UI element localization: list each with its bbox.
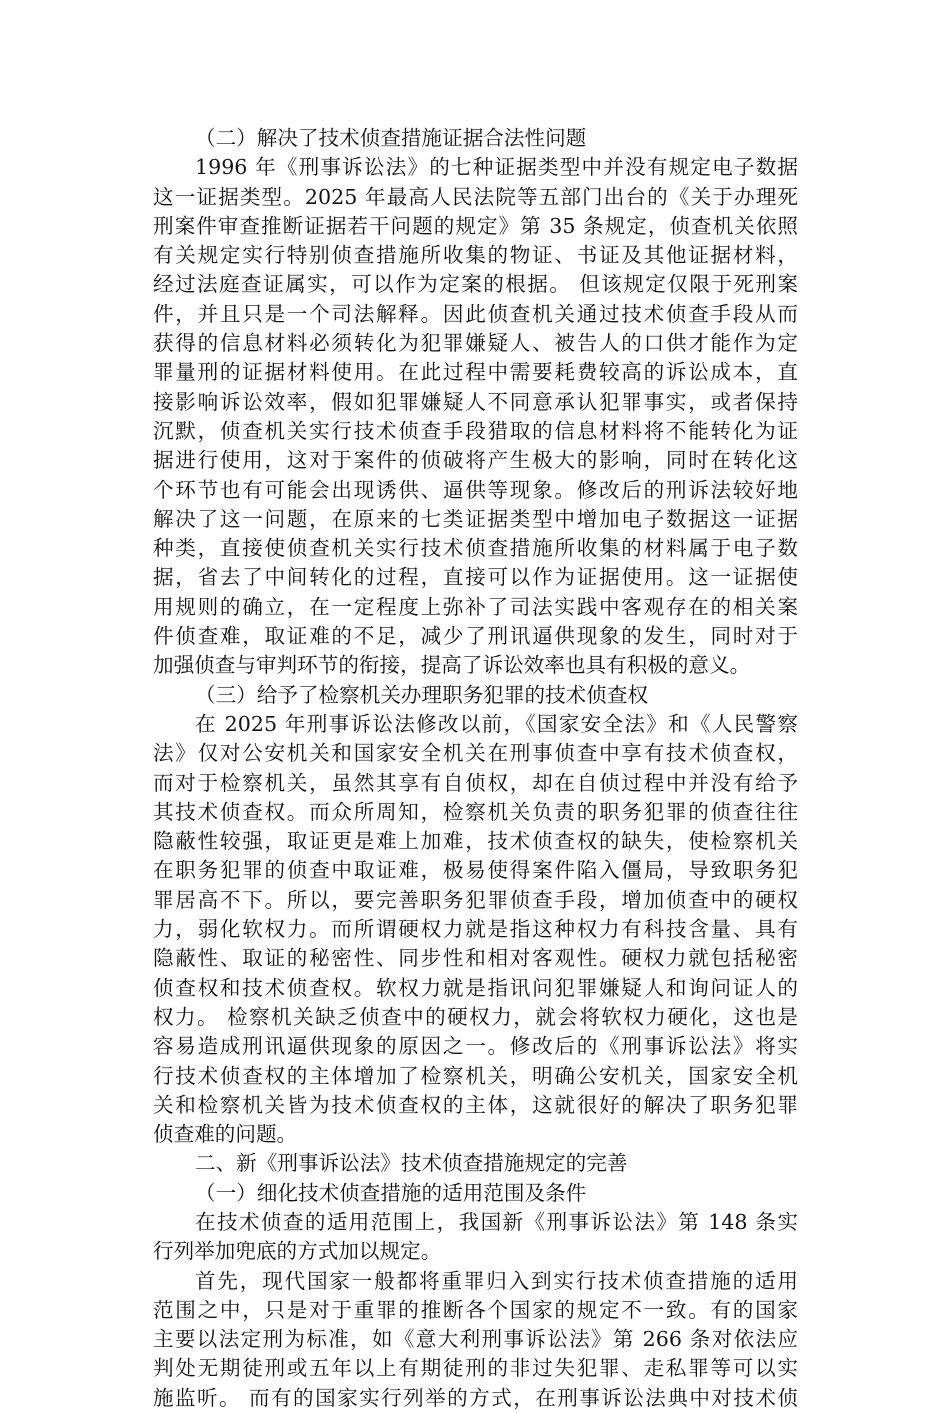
paragraph-line: 在 2025 年刑事诉讼法修改以前，《国家安全法》和《人民警察	[195, 711, 798, 736]
paragraph-line: 判处无期徒刑或五年以上有期徒刑的非过失犯罪、走私罪等可以实	[153, 1356, 798, 1381]
paragraph-line: 权力。 检察机关缺乏侦查中的硬权力，就会将软权力硬化，这也是	[153, 1004, 798, 1029]
paragraph-line: 隐蔽性较强，取证更是难上加难，技术侦查权的缺失，使检察机关	[153, 829, 798, 854]
section-heading: （二）解决了技术侦查措施证据合法性问题	[195, 126, 587, 150]
paragraph-line: 其技术侦查权。而众所周知，检察机关负责的职务犯罪的侦查往往	[153, 799, 798, 824]
paragraph-line: 种类，直接使侦查机关实行技术侦查措施所收集的材料属于电子数	[153, 536, 798, 561]
paragraph-line: 获得的信息材料必须转化为犯罪嫌疑人、被告人的口供才能作为定	[153, 331, 798, 356]
paragraph-line: 在技术侦查的适用范围上，我国新《刑事诉讼法》第 148 条实	[195, 1209, 798, 1234]
paragraph-line: 而对于检察机关，虽然其享有自侦权，却在自侦过程中并没有给予	[153, 770, 798, 795]
paragraph-line: 范围之中，只是对于重罪的推断各个国家的规定不一致。有的国家	[153, 1297, 798, 1322]
paragraph-line: 力，弱化软权力。而所谓硬权力就是指这种权力有科技含量、具有	[153, 917, 798, 942]
paragraph-line: 经过法庭查证属实，可以作为定案的根据。 但该规定仅限于死刑案	[153, 272, 798, 297]
section-heading: 二、新《刑事诉讼法》技术侦查措施规定的完善	[195, 1151, 628, 1176]
paragraph-line: 容易造成刑讯逼供现象的原因之一。修改后的《刑事诉讼法》将实	[153, 1034, 798, 1059]
paragraph-line: 加强侦查与审判环节的衔接，提高了诉讼效率也具有积极的意义。	[153, 653, 751, 678]
paragraph-line: 沉默，侦查机关实行技术侦查手段猎取的信息材料将不能转化为证	[153, 418, 798, 443]
paragraph-line: 法》仅对公安机关和国家安全机关在刑事侦查中享有技术侦查权，	[153, 741, 798, 766]
section-heading: （一）细化技术侦查措施的适用范围及条件	[195, 1180, 587, 1205]
paragraph-line: 用规则的确立，在一定程度上弥补了司法实践中客观存在的相关案	[153, 594, 798, 619]
paragraph-line: 接影响诉讼效率，假如犯罪嫌疑人不同意承认犯罪事实，或者保持	[153, 389, 798, 414]
section-heading: （三）给予了检察机关办理职务犯罪的技术侦查权	[195, 682, 649, 707]
paragraph-line: 主要以法定刑为标准，如《意大利刑事诉讼法》第 266 条对依法应	[153, 1327, 798, 1352]
paragraph-line: 这一证据类型。2025 年最高人民法院等五部门出台的《关于办理死	[153, 184, 798, 209]
document-body	[153, 124, 798, 1413]
paragraph-line: 1996 年《刑事诉讼法》的七种证据类型中并没有规定电子数据	[195, 155, 798, 180]
paragraph-line: 隐蔽性、取证的秘密性、同步性和相对客观性。硬权力就包括秘密	[153, 946, 798, 971]
paragraph-line: 关和检察机关皆为技术侦查权的主体，这就很好的解决了职务犯罪	[153, 1092, 798, 1117]
paragraph-line: 据进行使用，这对于案件的侦破将产生极大的影响，同时在转化这	[153, 448, 798, 473]
paragraph-line: 件，并且只是一个司法解释。因此侦查机关通过技术侦查手段从而	[153, 301, 798, 326]
paragraph-line: 行列举加兜底的方式加以规定。	[153, 1239, 442, 1264]
paragraph-line: 有关规定实行特别侦查措施所收集的物证、书证及其他证据材料，	[153, 243, 798, 268]
paragraph-line: 解决了这一问题，在原来的七类证据类型中增加电子数据这一证据	[153, 506, 798, 531]
paragraph-line: 侦查难的问题。	[153, 1122, 298, 1147]
paragraph-line: 个环节也有可能会出现诱供、逼供等现象。修改后的刑诉法较好地	[153, 477, 798, 502]
paragraph-line: 刑案件审查推断证据若干问题的规定》第 35 条规定，侦查机关依照	[153, 213, 798, 238]
paragraph-line: 在职务犯罪的侦查中取证难，极易使得案件陷入僵局，导致职务犯	[153, 858, 798, 883]
paragraph-line: 罪居高不下。所以，要完善职务犯罪侦查手段，增加侦查中的硬权	[153, 887, 798, 912]
paragraph-line: 罪量刑的证据材料使用。在此过程中需要耗费较高的诉讼成本，直	[153, 360, 798, 385]
paragraph-line: 行技术侦查权的主体增加了检察机关，明确公安机关，国家安全机	[153, 1063, 798, 1088]
paragraph-line: 施监听。 而有的国家实行列举的方式，在刑事诉讼法典中对技术侦	[153, 1385, 798, 1410]
paragraph-line: 首先，现代国家一般都将重罪归入到实行技术侦查措施的适用	[195, 1268, 798, 1293]
paragraph-line: 件侦查难，取证难的不足，减少了刑讯逼供现象的发生，同时对于	[153, 624, 798, 649]
paragraph-line: 据，省去了中间转化的过程，直接可以作为证据使用。这一证据使	[153, 565, 798, 590]
paragraph-line: 侦查权和技术侦查权。软权力就是指讯问犯罪嫌疑人和询问证人的	[153, 975, 798, 1000]
